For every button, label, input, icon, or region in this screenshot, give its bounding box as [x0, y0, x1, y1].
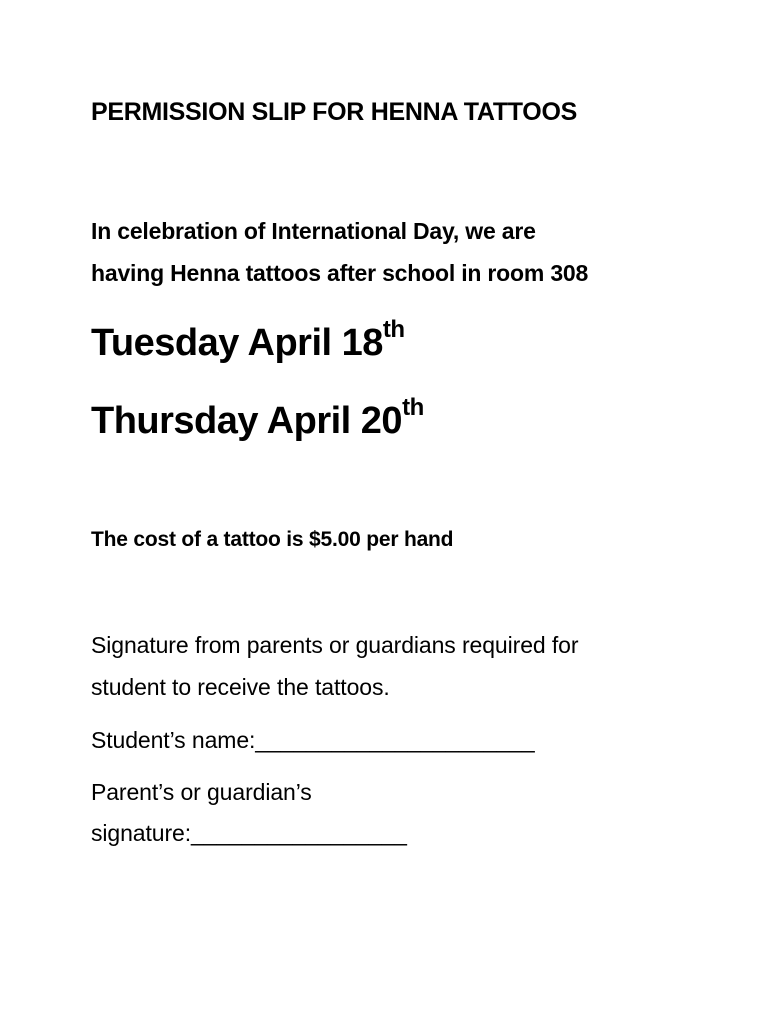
- signature-note-line-1: Signature from parents or guardians required for: [91, 632, 579, 658]
- student-name-field[interactable]: Student’s name:______________________: [91, 727, 535, 753]
- event-date-tuesday: [91, 316, 405, 364]
- signature-note-line-2: student to receive the tattoos.: [91, 674, 390, 700]
- guardian-signature-label: Parent’s or guardian’s: [91, 779, 312, 805]
- guardian-signature-field[interactable]: signature:_________________: [91, 820, 407, 846]
- intro-text-line-1: In celebration of International Day, we are: [91, 218, 536, 244]
- page-title: PERMISSION SLIP FOR HENNA TATTOOS: [91, 98, 577, 126]
- event-date-text: Thursday April 20: [91, 400, 403, 442]
- event-date-thursday: [91, 394, 424, 442]
- cost-text: The cost of a tattoo is $5.00 per hand: [91, 528, 454, 551]
- ordinal-suffix: th: [382, 316, 405, 344]
- ordinal-suffix: th: [402, 394, 424, 422]
- permission-slip-page: [91, 0, 731, 1024]
- intro-text-line-2: having Henna tattoos after school in room 308: [91, 260, 589, 286]
- event-date-text: Tuesday April 18: [91, 322, 383, 364]
